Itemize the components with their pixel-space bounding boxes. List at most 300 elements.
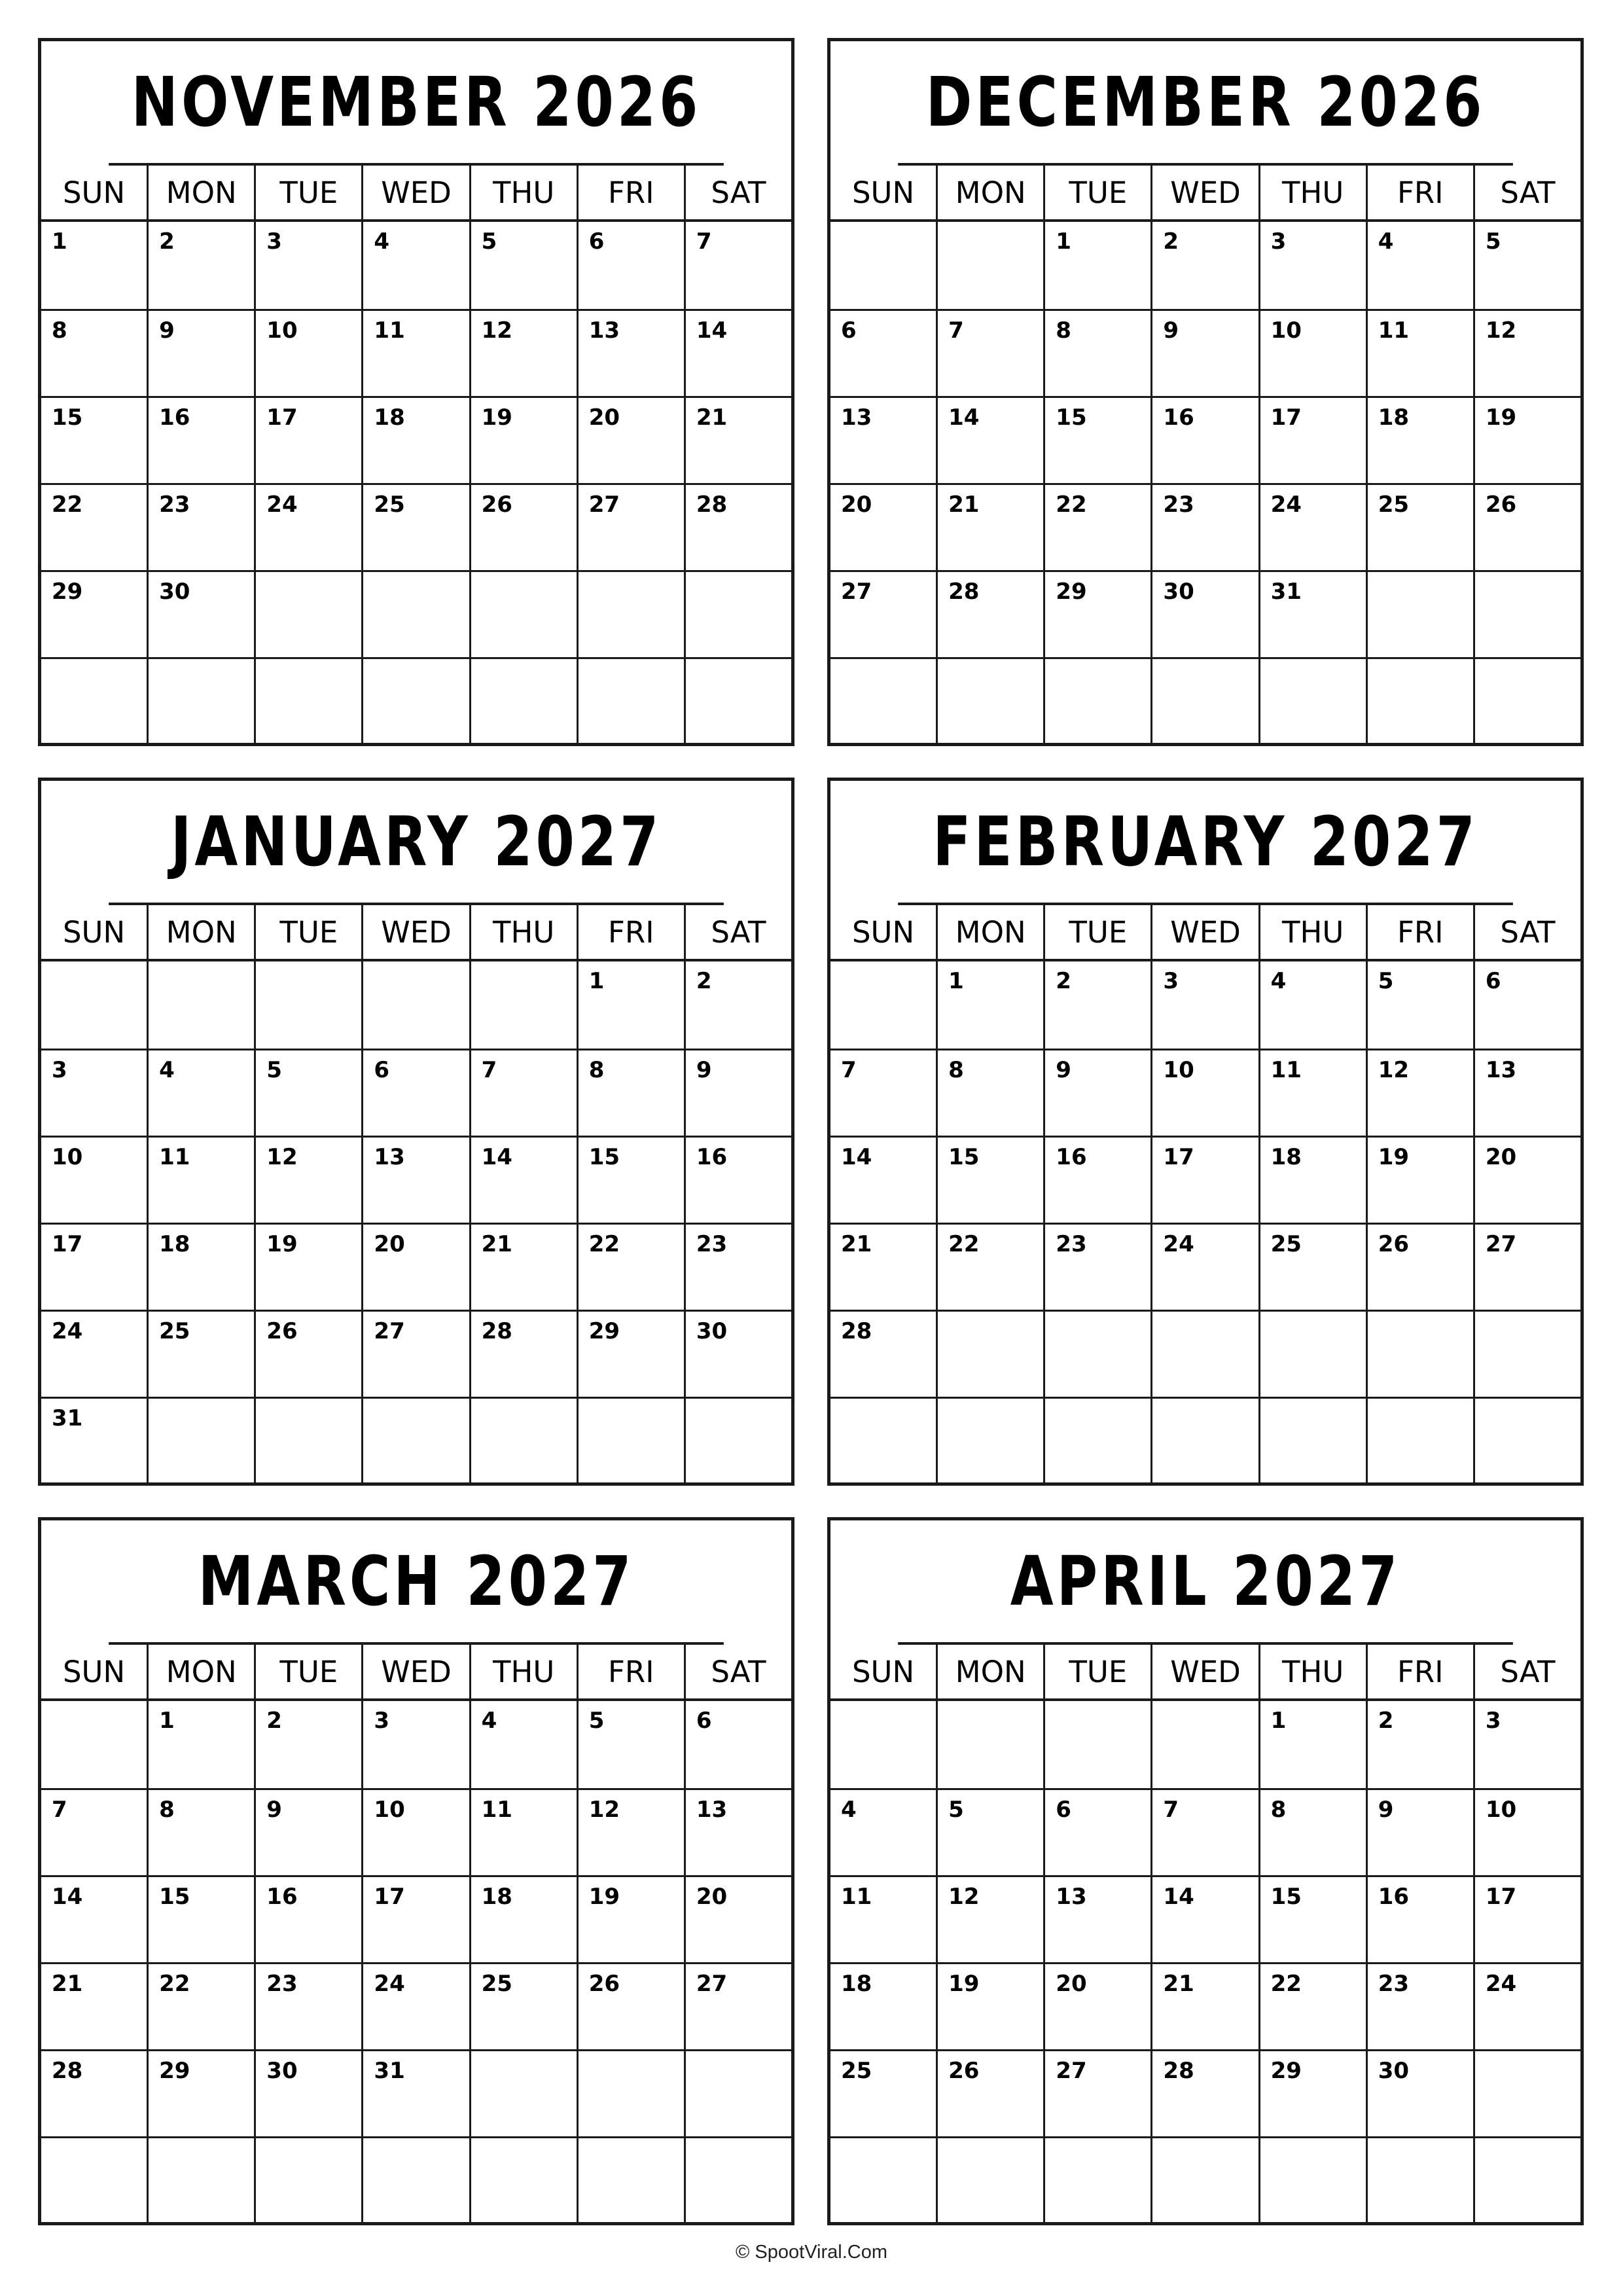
day-number: 15 — [948, 1144, 980, 1170]
day-number: 29 — [588, 1318, 620, 1344]
day-number: 4 — [159, 1057, 175, 1083]
day-cell — [1366, 961, 1473, 1049]
day-cell — [1366, 398, 1473, 483]
day-cell — [936, 961, 1043, 1049]
week-row — [830, 1397, 1580, 1484]
day-cell — [830, 1877, 936, 1962]
month-title: MARCH 2027 — [109, 1520, 724, 1645]
day-number: 10 — [374, 1797, 405, 1823]
day-number: 14 — [52, 1884, 83, 1910]
day-number: 2 — [159, 228, 175, 255]
day-cell — [936, 1964, 1043, 2049]
day-cell — [254, 485, 361, 570]
day-cell — [147, 1877, 254, 1962]
day-cell — [147, 222, 254, 309]
day-cell — [469, 485, 577, 570]
day-cell — [147, 1399, 254, 1484]
day-cell — [1043, 1701, 1150, 1788]
day-cell — [684, 1138, 791, 1223]
day-number: 26 — [588, 1971, 620, 1997]
week-row — [41, 2049, 791, 2136]
day-cell — [41, 222, 147, 309]
day-number: 27 — [696, 1971, 728, 1997]
day-cell — [254, 1138, 361, 1223]
day-cell — [1473, 1399, 1580, 1484]
day-cell — [577, 1399, 684, 1484]
day-cell — [41, 311, 147, 396]
day-number: 26 — [266, 1318, 298, 1344]
day-number: 8 — [1056, 317, 1071, 344]
day-cell — [41, 1138, 147, 1223]
day-cell — [1366, 2138, 1473, 2223]
day-cell — [1043, 572, 1150, 657]
day-cell — [577, 572, 684, 657]
day-cell — [1258, 1790, 1366, 1875]
day-number: 18 — [374, 404, 405, 431]
day-number: 1 — [948, 968, 964, 994]
week-row — [830, 570, 1580, 657]
day-cell — [41, 1399, 147, 1484]
day-cell — [1473, 1225, 1580, 1310]
day-number: 28 — [948, 579, 980, 605]
weekday-label: WED — [1150, 905, 1258, 959]
day-number: 12 — [266, 1144, 298, 1170]
day-number: 18 — [1378, 404, 1410, 431]
day-number: 30 — [1163, 579, 1194, 605]
day-number: 31 — [374, 2058, 405, 2084]
weekday-header-row — [830, 1645, 1580, 1701]
day-cell — [1258, 2138, 1366, 2223]
day-number: 17 — [1270, 404, 1302, 431]
day-cell — [361, 2051, 469, 2136]
day-number: 13 — [588, 317, 620, 344]
day-number: 29 — [1056, 579, 1087, 605]
day-cell — [936, 1790, 1043, 1875]
day-cell — [1150, 398, 1258, 483]
day-grid — [41, 961, 791, 1484]
day-cell — [254, 659, 361, 744]
day-number: 22 — [1056, 492, 1087, 518]
day-number: 16 — [1378, 1884, 1410, 1910]
day-cell — [361, 398, 469, 483]
day-cell — [254, 1225, 361, 1310]
weekday-label: MON — [147, 1645, 254, 1698]
day-cell — [1150, 1399, 1258, 1484]
day-cell — [1473, 1790, 1580, 1875]
weekday-label: SUN — [62, 1654, 126, 1689]
day-number: 11 — [1270, 1057, 1302, 1083]
day-number: 30 — [266, 2058, 298, 2084]
day-cell — [361, 1225, 469, 1310]
day-cell — [577, 1877, 684, 1962]
day-number: 17 — [1485, 1884, 1517, 1910]
week-row — [830, 1136, 1580, 1223]
day-cell — [469, 1312, 577, 1397]
day-number: 2 — [1056, 968, 1071, 994]
day-number: 16 — [266, 1884, 298, 1910]
week-row — [41, 1310, 791, 1397]
day-number: 14 — [841, 1144, 872, 1170]
weekday-label: FRI — [577, 905, 684, 959]
day-number: 7 — [52, 1797, 67, 1823]
day-cell — [41, 398, 147, 483]
day-cell — [147, 961, 254, 1049]
day-cell — [1473, 961, 1580, 1049]
day-number: 21 — [696, 404, 728, 431]
day-cell — [254, 961, 361, 1049]
day-number: 24 — [52, 1318, 83, 1344]
day-number: 28 — [1163, 2058, 1194, 2084]
day-cell — [147, 1225, 254, 1310]
day-cell — [254, 1312, 361, 1397]
day-cell — [41, 2138, 147, 2223]
day-cell — [1258, 1050, 1366, 1136]
day-cell — [361, 485, 469, 570]
weekday-label: THU — [469, 1645, 577, 1698]
day-number: 24 — [374, 1971, 405, 1997]
day-cell — [361, 1138, 469, 1223]
day-cell — [469, 222, 577, 309]
day-number: 21 — [1163, 1971, 1194, 1997]
day-number: 3 — [374, 1708, 390, 1734]
day-cell — [147, 485, 254, 570]
day-number: 19 — [1485, 404, 1517, 431]
week-row — [41, 309, 791, 396]
day-number: 26 — [1485, 492, 1517, 518]
day-cell — [1043, 2138, 1150, 2223]
day-number: 15 — [159, 1884, 190, 1910]
day-cell — [1366, 1138, 1473, 1223]
day-cell — [1366, 1312, 1473, 1397]
day-cell — [1258, 2051, 1366, 2136]
day-number: 23 — [1056, 1231, 1087, 1257]
day-number: 7 — [841, 1057, 857, 1083]
weekday-header-row — [41, 1645, 791, 1701]
day-cell — [1150, 572, 1258, 657]
day-number: 1 — [1056, 228, 1071, 255]
day-cell — [830, 311, 936, 396]
month-title: JANUARY 2027 — [109, 781, 724, 905]
day-cell — [147, 2138, 254, 2223]
month-calendar — [827, 778, 1584, 1486]
day-cell — [361, 222, 469, 309]
week-row — [830, 2136, 1580, 2223]
day-number: 5 — [948, 1797, 964, 1823]
day-number: 29 — [159, 2058, 190, 2084]
day-number: 10 — [52, 1144, 83, 1170]
day-cell — [254, 1877, 361, 1962]
day-cell — [1473, 485, 1580, 570]
day-number: 4 — [1270, 968, 1287, 994]
day-cell — [1150, 311, 1258, 396]
day-cell — [361, 2138, 469, 2223]
day-number: 20 — [1485, 1144, 1517, 1170]
day-number: 30 — [159, 579, 190, 605]
day-cell — [684, 961, 791, 1049]
day-cell — [469, 572, 577, 657]
day-cell — [1473, 2051, 1580, 2136]
week-row — [830, 1049, 1580, 1136]
day-cell — [577, 1050, 684, 1136]
day-grid — [41, 222, 791, 744]
day-cell — [684, 1964, 791, 2049]
day-cell — [1150, 1964, 1258, 2049]
day-number: 14 — [1163, 1884, 1194, 1910]
day-cell — [830, 1225, 936, 1310]
day-number: 26 — [481, 492, 512, 518]
day-cell — [577, 659, 684, 744]
day-number: 23 — [159, 492, 190, 518]
day-cell — [577, 1138, 684, 1223]
day-number: 24 — [1270, 492, 1302, 518]
day-cell — [684, 2051, 791, 2136]
week-row — [830, 961, 1580, 1049]
day-cell — [254, 222, 361, 309]
day-cell — [1043, 1877, 1150, 1962]
week-row — [41, 570, 791, 657]
month-title: APRIL 2027 — [898, 1520, 1513, 1645]
week-row — [41, 1701, 791, 1788]
week-row — [830, 657, 1580, 744]
weekday-label: MON — [936, 905, 1043, 959]
week-row — [41, 657, 791, 744]
weekday-label: MON — [936, 1645, 1043, 1698]
day-number: 1 — [1270, 1708, 1287, 1734]
day-number: 26 — [948, 2058, 980, 2084]
weekday-label: TUE — [254, 1645, 361, 1698]
month-title: DECEMBER 2026 — [898, 41, 1513, 166]
day-cell — [1150, 659, 1258, 744]
day-number: 20 — [588, 404, 620, 431]
day-cell — [830, 1964, 936, 2049]
day-cell — [254, 1050, 361, 1136]
day-number: 7 — [481, 1057, 497, 1083]
day-cell — [1366, 2051, 1473, 2136]
day-cell — [361, 1964, 469, 2049]
day-number: 3 — [1163, 968, 1179, 994]
day-cell — [361, 572, 469, 657]
day-number: 10 — [1270, 317, 1302, 344]
day-cell — [147, 1790, 254, 1875]
day-cell — [361, 1050, 469, 1136]
day-cell — [41, 2051, 147, 2136]
day-cell — [1366, 659, 1473, 744]
day-number: 13 — [1485, 1057, 1517, 1083]
weekday-label: THU — [469, 905, 577, 959]
day-cell — [469, 1790, 577, 1875]
day-cell — [684, 1399, 791, 1484]
day-cell — [469, 1877, 577, 1962]
day-number: 15 — [588, 1144, 620, 1170]
day-cell — [1366, 311, 1473, 396]
day-cell — [1150, 1312, 1258, 1397]
day-number: 31 — [1270, 579, 1302, 605]
day-number: 21 — [52, 1971, 83, 1997]
day-cell — [1150, 1225, 1258, 1310]
day-cell — [684, 659, 791, 744]
day-cell — [469, 2138, 577, 2223]
day-number: 1 — [588, 968, 605, 994]
day-cell — [1043, 659, 1150, 744]
day-cell — [361, 1701, 469, 1788]
day-cell — [1258, 1964, 1366, 2049]
day-cell — [469, 1138, 577, 1223]
day-number: 29 — [52, 579, 83, 605]
day-cell — [684, 311, 791, 396]
day-number: 19 — [588, 1884, 620, 1910]
day-number: 18 — [481, 1884, 512, 1910]
day-cell — [469, 1225, 577, 1310]
day-cell — [1258, 572, 1366, 657]
day-cell — [577, 311, 684, 396]
day-cell — [147, 1701, 254, 1788]
day-cell — [254, 1701, 361, 1788]
day-cell — [830, 659, 936, 744]
day-grid — [830, 961, 1580, 1484]
day-cell — [361, 961, 469, 1049]
day-cell — [830, 1399, 936, 1484]
weekday-header-row — [830, 166, 1580, 222]
week-row — [41, 1875, 791, 1962]
day-cell — [1150, 1050, 1258, 1136]
day-cell — [684, 1312, 791, 1397]
weekday-label: TUE — [1043, 1645, 1150, 1698]
day-number: 18 — [159, 1231, 190, 1257]
day-cell — [830, 1790, 936, 1875]
day-number: 19 — [266, 1231, 298, 1257]
day-number: 4 — [374, 228, 390, 255]
day-cell — [41, 572, 147, 657]
day-number: 8 — [52, 317, 67, 344]
day-cell — [684, 1225, 791, 1310]
day-cell — [1366, 1399, 1473, 1484]
day-cell — [577, 485, 684, 570]
day-cell — [1043, 1225, 1150, 1310]
weekday-label: THU — [1258, 905, 1366, 959]
day-number: 2 — [1378, 1708, 1394, 1734]
day-number: 30 — [1378, 2058, 1410, 2084]
day-number: 17 — [266, 404, 298, 431]
week-row — [41, 1136, 791, 1223]
weekday-label: FRI — [1366, 905, 1473, 959]
week-row — [830, 1701, 1580, 1788]
day-number: 29 — [1270, 2058, 1302, 2084]
day-cell — [1043, 1790, 1150, 1875]
day-number: 27 — [1485, 1231, 1517, 1257]
day-cell — [1258, 485, 1366, 570]
day-cell — [830, 1312, 936, 1397]
day-number: 23 — [266, 1971, 298, 1997]
day-number: 2 — [1163, 228, 1179, 255]
day-cell — [830, 485, 936, 570]
weekday-label: SAT — [684, 166, 791, 219]
day-cell — [1473, 572, 1580, 657]
month-calendar — [38, 38, 794, 746]
day-cell — [577, 1790, 684, 1875]
day-cell — [1150, 222, 1258, 309]
day-cell — [1043, 1312, 1150, 1397]
day-number: 26 — [1378, 1231, 1410, 1257]
day-number: 25 — [841, 2058, 872, 2084]
day-cell — [684, 222, 791, 309]
day-number: 5 — [481, 228, 497, 255]
day-cell — [1473, 1701, 1580, 1788]
day-cell — [1366, 222, 1473, 309]
day-number: 16 — [159, 404, 190, 431]
weekday-label: SUN — [851, 914, 915, 950]
week-row — [41, 2136, 791, 2223]
day-cell — [1258, 1225, 1366, 1310]
day-cell — [254, 311, 361, 396]
day-cell — [469, 1701, 577, 1788]
day-cell — [1473, 1964, 1580, 2049]
day-number: 3 — [52, 1057, 67, 1083]
day-cell — [936, 222, 1043, 309]
day-number: 3 — [266, 228, 282, 255]
day-cell — [1043, 1964, 1150, 2049]
month-calendar — [38, 1517, 794, 2225]
week-row — [41, 483, 791, 570]
day-cell — [936, 1399, 1043, 1484]
day-number: 19 — [948, 1971, 980, 1997]
day-number: 6 — [588, 228, 605, 255]
day-cell — [361, 1399, 469, 1484]
day-cell — [1473, 1312, 1580, 1397]
day-number: 9 — [1163, 317, 1179, 344]
day-cell — [936, 398, 1043, 483]
day-number: 22 — [1270, 1971, 1302, 1997]
day-number: 16 — [1163, 404, 1194, 431]
day-number: 17 — [1163, 1144, 1194, 1170]
day-cell — [577, 398, 684, 483]
week-row — [830, 396, 1580, 483]
weekday-header-row — [41, 905, 791, 961]
day-cell — [1150, 1790, 1258, 1875]
day-number: 11 — [841, 1884, 872, 1910]
day-cell — [1043, 1050, 1150, 1136]
day-number: 21 — [948, 492, 980, 518]
day-cell — [469, 2051, 577, 2136]
day-cell — [469, 961, 577, 1049]
day-cell — [1473, 311, 1580, 396]
day-number: 20 — [696, 1884, 728, 1910]
day-cell — [1043, 2051, 1150, 2136]
day-number: 15 — [1270, 1884, 1302, 1910]
day-number: 11 — [481, 1797, 512, 1823]
week-row — [830, 222, 1580, 309]
day-number: 22 — [948, 1231, 980, 1257]
day-number: 30 — [696, 1318, 728, 1344]
day-number: 24 — [1485, 1971, 1517, 1997]
weekday-label: SAT — [1473, 1645, 1580, 1698]
day-cell — [147, 1050, 254, 1136]
day-number: 24 — [266, 492, 298, 518]
day-number: 9 — [1378, 1797, 1394, 1823]
day-cell — [577, 1312, 684, 1397]
day-number: 13 — [1056, 1884, 1087, 1910]
day-number: 21 — [481, 1231, 512, 1257]
day-cell — [830, 2051, 936, 2136]
day-number: 19 — [1378, 1144, 1410, 1170]
day-cell — [1150, 485, 1258, 570]
day-cell — [1258, 1312, 1366, 1397]
day-number: 18 — [841, 1971, 872, 1997]
day-cell — [936, 659, 1043, 744]
day-cell — [1258, 1701, 1366, 1788]
month-calendar — [827, 1517, 1584, 2225]
day-number: 9 — [696, 1057, 712, 1083]
day-number: 20 — [374, 1231, 405, 1257]
